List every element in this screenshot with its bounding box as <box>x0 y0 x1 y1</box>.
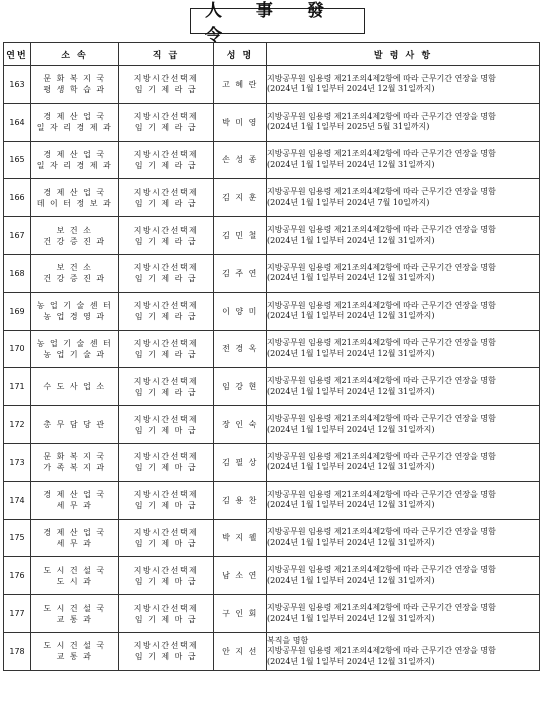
row-grade <box>119 368 214 406</box>
row-person-name: 김 민 철 <box>214 217 267 255</box>
grade-line-1: 지방시간선택제 <box>133 74 199 84</box>
grade-line-1: 지방시간선택제 <box>133 452 199 462</box>
row-grade <box>119 217 214 255</box>
grade-line-1: 지방시간선택제 <box>133 301 199 311</box>
order-line-1: 지방공무원 임용령 제21조의4제2항에 따라 근무기간 연장을 명함 <box>267 73 496 83</box>
department-line-1: 경 제 산 업 국 <box>43 490 106 500</box>
department-line-1: 농 업 기 술 센 터 <box>36 301 113 311</box>
order-line-1: 지방공무원 임용령 제21조의4제2항에 따라 근무기간 연장을 명함 <box>267 225 496 235</box>
grade-line-2: 임 기 제 마 급 <box>134 652 198 662</box>
row-number: 169 <box>4 292 31 330</box>
row-order-details <box>267 557 540 595</box>
row-order-details <box>267 632 540 670</box>
order-line-2: (2024년 1월 1일부터 2025년 5월 31일까지) <box>267 122 430 132</box>
grade-line-1: 지방시간선택제 <box>133 187 199 197</box>
department-line-1: 경 제 산 업 국 <box>43 187 106 197</box>
order-line-2: (2024년 1월 1일부터 2024년 12월 31일까지) <box>267 462 435 472</box>
grade-line-2: 임 기 제 라 급 <box>134 312 198 322</box>
order-line-2: (2024년 1월 1일부터 2024년 12월 31일까지) <box>267 348 435 358</box>
order-line-1: 지방공무원 임용령 제21조의4제2항에 따라 근무기간 연장을 명함 <box>267 376 496 386</box>
header-no: 연번 <box>4 43 31 66</box>
order-line-2: (2024년 1월 1일부터 2024년 12월 31일까지) <box>267 656 435 666</box>
row-department <box>31 519 119 557</box>
row-department <box>31 179 119 217</box>
row-person-name: 김 필 상 <box>214 443 267 481</box>
grade-line-1: 지방시간선택제 <box>133 112 199 122</box>
grade-line-2: 임 기 제 라 급 <box>134 349 198 359</box>
grade-line-2: 임 기 제 라 급 <box>134 387 198 397</box>
table-row <box>4 443 540 481</box>
grade-line-1: 지방시간선택제 <box>133 603 199 613</box>
row-department <box>31 254 119 292</box>
row-order-details <box>267 217 540 255</box>
table-row <box>4 292 540 330</box>
row-order-details <box>267 103 540 141</box>
department-line-2: 농 업 기 술 과 <box>43 349 106 359</box>
row-number: 168 <box>4 254 31 292</box>
department-line-1: 수 도 사 업 소 <box>43 382 106 392</box>
grade-line-2: 임 기 제 라 급 <box>134 274 198 284</box>
grade-line-2: 임 기 제 라 급 <box>134 123 198 133</box>
table-body <box>4 66 540 671</box>
grade-line-2: 임 기 제 마 급 <box>134 425 198 435</box>
grade-line-1: 지방시간선택제 <box>133 376 199 386</box>
grade-line-1: 지방시간선택제 <box>133 263 199 273</box>
order-line-1: 지방공무원 임용령 제21조의4제2항에 따라 근무기간 연장을 명함 <box>267 451 496 461</box>
header-name: 성 명 <box>214 43 267 66</box>
grade-line-2: 임 기 제 라 급 <box>134 160 198 170</box>
row-order-details <box>267 254 540 292</box>
row-person-name: 고 혜 란 <box>214 66 267 104</box>
row-department <box>31 368 119 406</box>
table-row <box>4 368 540 406</box>
grade-line-1: 지방시간선택제 <box>133 641 199 651</box>
department-line-2: 교 통 과 <box>56 614 93 624</box>
department-line-2: 건 강 증 진 과 <box>43 274 106 284</box>
row-grade <box>119 406 214 444</box>
department-line-1: 문 화 복 지 국 <box>43 452 106 462</box>
department-line-2: 세 무 과 <box>56 538 93 548</box>
department-line-1: 총 무 담 당 관 <box>43 420 106 430</box>
order-line-1: 지방공무원 임용령 제21조의4제2항에 따라 근무기간 연장을 명함 <box>267 603 496 613</box>
grade-line-1: 지방시간선택제 <box>133 338 199 348</box>
department-line-1: 경 제 산 업 국 <box>43 112 106 122</box>
order-line-1: 지방공무원 임용령 제21조의4제2항에 따라 근무기간 연장을 명함 <box>267 300 496 310</box>
order-line-2: (2024년 1월 1일부터 2024년 12월 31일까지) <box>267 273 435 283</box>
order-line-2: (2024년 1월 1일부터 2024년 12월 31일까지) <box>267 424 435 434</box>
department-line-2: 세 무 과 <box>56 501 93 511</box>
department-line-1: 보 건 소 <box>56 263 93 273</box>
table-row <box>4 141 540 179</box>
row-grade <box>119 557 214 595</box>
row-number: 174 <box>4 481 31 519</box>
row-order-details <box>267 406 540 444</box>
grade-line-2: 임 기 제 라 급 <box>134 236 198 246</box>
row-person-name: 김 지 훈 <box>214 179 267 217</box>
row-person-name: 손 성 종 <box>214 141 267 179</box>
row-grade <box>119 519 214 557</box>
row-number: 163 <box>4 66 31 104</box>
grade-line-1: 지방시간선택제 <box>133 225 199 235</box>
order-line-2: (2024년 1월 1일부터 2024년 12월 31일까지) <box>267 613 435 623</box>
department-line-2: 교 통 과 <box>56 652 93 662</box>
table-row <box>4 179 540 217</box>
order-line-2: (2024년 1월 1일부터 2024년 12월 31일까지) <box>267 575 435 585</box>
row-person-name: 안 지 선 <box>214 632 267 670</box>
row-department <box>31 330 119 368</box>
row-order-details <box>267 292 540 330</box>
table-row <box>4 103 540 141</box>
department-line-2: 도 시 과 <box>56 576 93 586</box>
department-line-1: 도 시 건 설 국 <box>43 641 106 651</box>
table-row <box>4 406 540 444</box>
grade-line-2: 임 기 제 마 급 <box>134 463 198 473</box>
personnel-orders-table <box>3 42 540 671</box>
order-line-2: (2024년 1월 1일부터 2024년 12월 31일까지) <box>267 386 435 396</box>
order-line-1: 지방공무원 임용령 제21조의4제2항에 따라 근무기간 연장을 명함 <box>267 414 496 424</box>
department-line-2: 일 자 리 경 제 과 <box>36 160 113 170</box>
row-number: 165 <box>4 141 31 179</box>
order-line-2: (2024년 1월 1일부터 2024년 12월 31일까지) <box>267 500 435 510</box>
department-line-1: 경 제 산 업 국 <box>43 149 106 159</box>
row-number: 166 <box>4 179 31 217</box>
row-grade <box>119 595 214 633</box>
row-person-name: 이 양 미 <box>214 292 267 330</box>
grade-line-1: 지방시간선택제 <box>133 490 199 500</box>
row-department <box>31 103 119 141</box>
department-line-1: 문 화 복 지 국 <box>43 74 106 84</box>
table-row <box>4 66 540 104</box>
department-line-1: 도 시 건 설 국 <box>43 565 106 575</box>
table-row <box>4 330 540 368</box>
row-number: 176 <box>4 557 31 595</box>
department-line-1: 보 건 소 <box>56 225 93 235</box>
row-department <box>31 481 119 519</box>
table-row <box>4 481 540 519</box>
row-person-name: 전 경 옥 <box>214 330 267 368</box>
row-number: 177 <box>4 595 31 633</box>
department-line-1: 도 시 건 설 국 <box>43 603 106 613</box>
row-number: 173 <box>4 443 31 481</box>
grade-line-1: 지방시간선택제 <box>133 527 199 537</box>
row-grade <box>119 179 214 217</box>
row-department <box>31 406 119 444</box>
row-department <box>31 443 119 481</box>
row-grade <box>119 481 214 519</box>
table-row <box>4 595 540 633</box>
row-number: 171 <box>4 368 31 406</box>
row-department <box>31 217 119 255</box>
row-department <box>31 141 119 179</box>
row-order-details <box>267 595 540 633</box>
grade-line-2: 임 기 제 마 급 <box>134 538 198 548</box>
order-line-1: 지방공무원 임용령 제21조의4제2항에 따라 근무기간 연장을 명함 <box>267 646 496 656</box>
row-grade <box>119 103 214 141</box>
department-line-2: 건 강 증 진 과 <box>43 236 106 246</box>
grade-line-2: 임 기 제 마 급 <box>134 614 198 624</box>
row-number: 164 <box>4 103 31 141</box>
row-order-details <box>267 443 540 481</box>
department-line-2: 일 자 리 경 제 과 <box>36 123 113 133</box>
grade-line-2: 임 기 제 라 급 <box>134 198 198 208</box>
row-person-name: 장 인 숙 <box>214 406 267 444</box>
order-line-2: (2024년 1월 1일부터 2024년 12월 31일까지) <box>267 235 435 245</box>
grade-line-1: 지방시간선택제 <box>133 565 199 575</box>
grade-line-2: 임 기 제 마 급 <box>134 501 198 511</box>
order-line-1: 지방공무원 임용령 제21조의4제2항에 따라 근무기간 연장을 명함 <box>267 489 496 499</box>
table-row <box>4 557 540 595</box>
order-line-2: (2024년 1월 1일부터 2024년 12월 31일까지) <box>267 84 435 94</box>
grade-line-2: 임 기 제 라 급 <box>134 85 198 95</box>
order-line-1: 지방공무원 임용령 제21조의4제2항에 따라 근무기간 연장을 명함 <box>267 187 496 197</box>
header-dept: 소 속 <box>31 43 119 66</box>
order-line-2: (2024년 1월 1일부터 2024년 12월 31일까지) <box>267 159 435 169</box>
row-department <box>31 557 119 595</box>
department-line-2: 데 이 터 정 보 과 <box>36 198 113 208</box>
row-order-details <box>267 141 540 179</box>
row-person-name: 박 지 웰 <box>214 519 267 557</box>
order-line-2: (2024년 1월 1일부터 2024년 12월 31일까지) <box>267 311 435 321</box>
document-title: 人 事 發 令 <box>190 8 365 34</box>
table-row <box>4 519 540 557</box>
order-line-2: (2024년 1월 1일부터 2024년 12월 31일까지) <box>267 537 435 547</box>
row-number: 178 <box>4 632 31 670</box>
table-row <box>4 217 540 255</box>
row-grade <box>119 330 214 368</box>
row-order-details <box>267 179 540 217</box>
row-number: 175 <box>4 519 31 557</box>
row-order-details <box>267 66 540 104</box>
row-person-name: 박 미 영 <box>214 103 267 141</box>
grade-line-1: 지방시간선택제 <box>133 414 199 424</box>
order-line-2: (2024년 1월 1일부터 2024년 7월 10일까지) <box>267 197 430 207</box>
row-order-details <box>267 519 540 557</box>
row-grade <box>119 66 214 104</box>
grade-line-2: 임 기 제 마 급 <box>134 576 198 586</box>
order-line-1: 지방공무원 임용령 제21조의4제2항에 따라 근무기간 연장을 명함 <box>267 338 496 348</box>
table-row <box>4 254 540 292</box>
order-line-1: 지방공무원 임용령 제21조의4제2항에 따라 근무기간 연장을 명함 <box>267 111 496 121</box>
row-order-details <box>267 481 540 519</box>
row-person-name: 구 인 회 <box>214 595 267 633</box>
header-grade: 직 급 <box>119 43 214 66</box>
row-person-name: 임 강 현 <box>214 368 267 406</box>
row-grade <box>119 443 214 481</box>
department-line-1: 농 업 기 술 센 터 <box>36 338 113 348</box>
row-grade <box>119 292 214 330</box>
order-line-1: 지방공무원 임용령 제21조의4제2항에 따라 근무기간 연장을 명함 <box>267 527 496 537</box>
grade-line-1: 지방시간선택제 <box>133 149 199 159</box>
row-number: 167 <box>4 217 31 255</box>
department-line-1: 경 제 산 업 국 <box>43 527 106 537</box>
order-line-1: 지방공무원 임용령 제21조의4제2항에 따라 근무기간 연장을 명함 <box>267 565 496 575</box>
row-order-details <box>267 330 540 368</box>
department-line-2: 평 생 학 습 과 <box>43 85 106 95</box>
header-note: 발 령 사 항 <box>267 43 540 66</box>
department-line-2: 가 족 복 지 과 <box>43 463 106 473</box>
table-header-row <box>4 43 540 66</box>
row-person-name: 김 주 연 <box>214 254 267 292</box>
row-number: 172 <box>4 406 31 444</box>
row-grade <box>119 632 214 670</box>
order-line-1: 지방공무원 임용령 제21조의4제2항에 따라 근무기간 연장을 명함 <box>267 149 496 159</box>
order-extra-line: 복직을 명함 <box>267 635 309 645</box>
row-person-name: 남 소 연 <box>214 557 267 595</box>
row-department <box>31 632 119 670</box>
row-department <box>31 595 119 633</box>
row-order-details <box>267 368 540 406</box>
row-person-name: 김 용 찬 <box>214 481 267 519</box>
row-department <box>31 66 119 104</box>
row-grade <box>119 254 214 292</box>
order-line-1: 지방공무원 임용령 제21조의4제2항에 따라 근무기간 연장을 명함 <box>267 262 496 272</box>
row-department <box>31 292 119 330</box>
department-line-2: 농 업 경 영 과 <box>43 312 106 322</box>
row-number: 170 <box>4 330 31 368</box>
row-grade <box>119 141 214 179</box>
table-row <box>4 632 540 670</box>
